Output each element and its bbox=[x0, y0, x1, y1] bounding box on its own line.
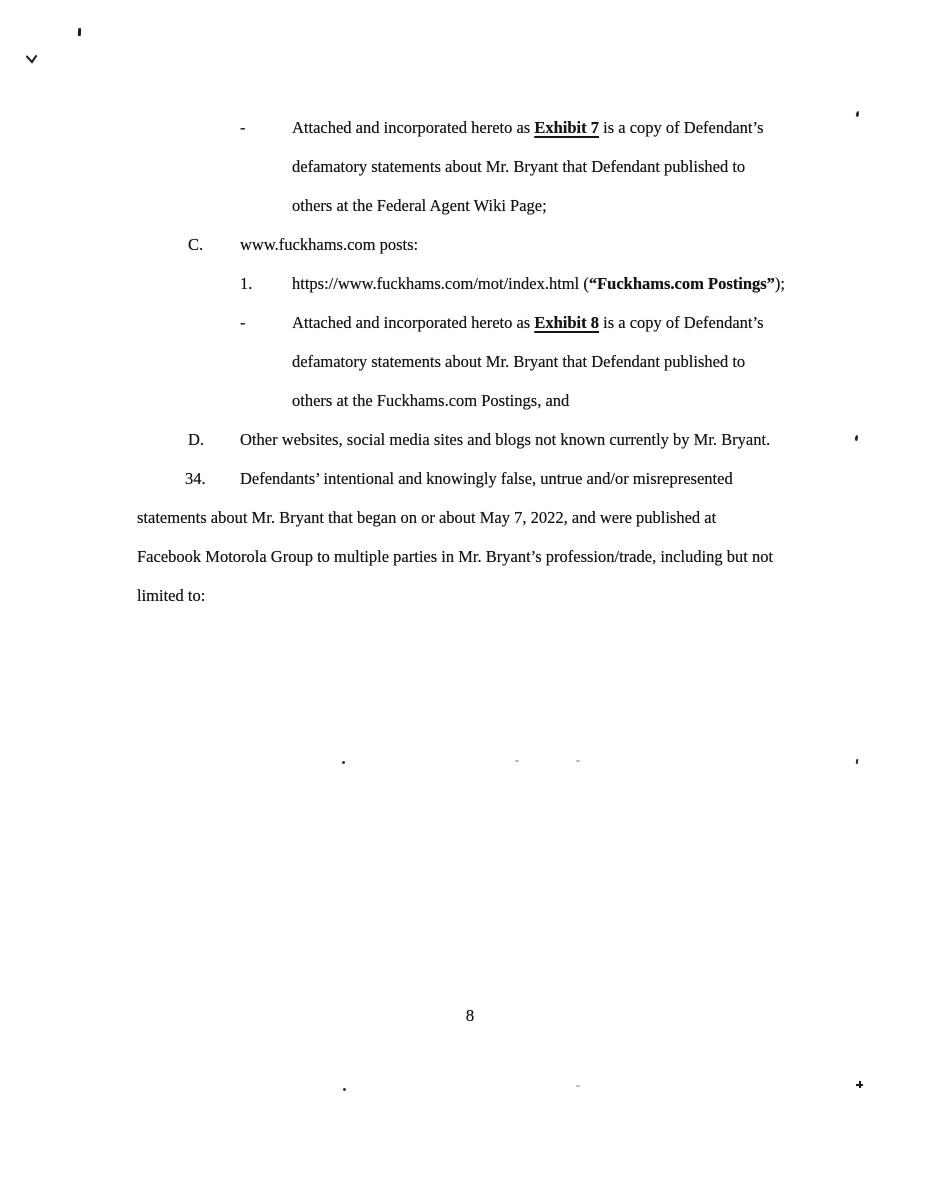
ink-speck bbox=[78, 28, 81, 36]
dash-marker: - bbox=[240, 313, 246, 332]
exhibit-7-reference: Exhibit 7 bbox=[534, 118, 600, 137]
list-item-c bbox=[188, 235, 418, 256]
text-line: others at the Fuckhams.com Postings, and bbox=[292, 391, 570, 410]
ink-speck bbox=[856, 759, 859, 764]
text-line: www.fuckhams.com posts: bbox=[240, 235, 419, 254]
text-line: limited to: bbox=[137, 586, 206, 605]
text-line: Attached and incorporated hereto as bbox=[292, 313, 535, 332]
ink-speck bbox=[856, 1081, 863, 1088]
list-number: 1. bbox=[240, 274, 253, 293]
ink-speck bbox=[855, 111, 859, 117]
text-line: others at the Federal Agent Wiki Page; bbox=[292, 196, 547, 215]
list-item-d bbox=[188, 430, 770, 451]
ink-speck bbox=[576, 1085, 580, 1087]
bullet-line-exhibit-8 bbox=[240, 313, 764, 334]
text-line: ); bbox=[774, 274, 786, 293]
text-line: Attached and incorporated hereto as bbox=[292, 118, 535, 137]
text-line: statements about Mr. Bryant that began on or about May 7, 2022, and were published at bbox=[137, 508, 717, 527]
list-item-1 bbox=[240, 274, 785, 295]
ink-speck bbox=[576, 760, 580, 762]
text-line: defamatory statements about Mr. Bryant that Defendant published to bbox=[292, 352, 746, 371]
bullet-line-exhibit-7 bbox=[240, 118, 764, 139]
defined-term: “Fuckhams.com Postings” bbox=[588, 274, 775, 293]
ink-speck bbox=[343, 1088, 346, 1091]
url-text: https://www.fuckhams.com/mot/index.html ( bbox=[292, 274, 589, 293]
exhibit-8-reference: Exhibit 8 bbox=[534, 313, 600, 332]
text-line: defamatory statements about Mr. Bryant that Defendant published to bbox=[292, 157, 746, 176]
paragraph-34-first-line bbox=[185, 469, 733, 490]
page-number: 8 bbox=[465, 1006, 475, 1025]
paragraph-number: 34. bbox=[185, 469, 206, 488]
text-line: Defendants’ intentional and knowingly false, untrue and/or misrepresented bbox=[240, 469, 733, 488]
ink-speck bbox=[26, 49, 37, 63]
text-line: Other websites, social media sites and blogs not known currently by Mr. Bryant. bbox=[240, 430, 771, 449]
ink-speck bbox=[515, 760, 519, 762]
text-line: Facebook Motorola Group to multiple parties in Mr. Bryant’s profession/trade, including but not bbox=[137, 547, 774, 566]
text-line: is a copy of Defendant’s bbox=[599, 313, 764, 332]
dash-marker: - bbox=[240, 118, 246, 137]
list-letter: D. bbox=[188, 430, 205, 449]
list-letter: C. bbox=[188, 235, 204, 254]
ink-speck bbox=[342, 761, 345, 764]
ink-speck bbox=[854, 435, 858, 441]
text-line: is a copy of Defendant’s bbox=[599, 118, 764, 137]
